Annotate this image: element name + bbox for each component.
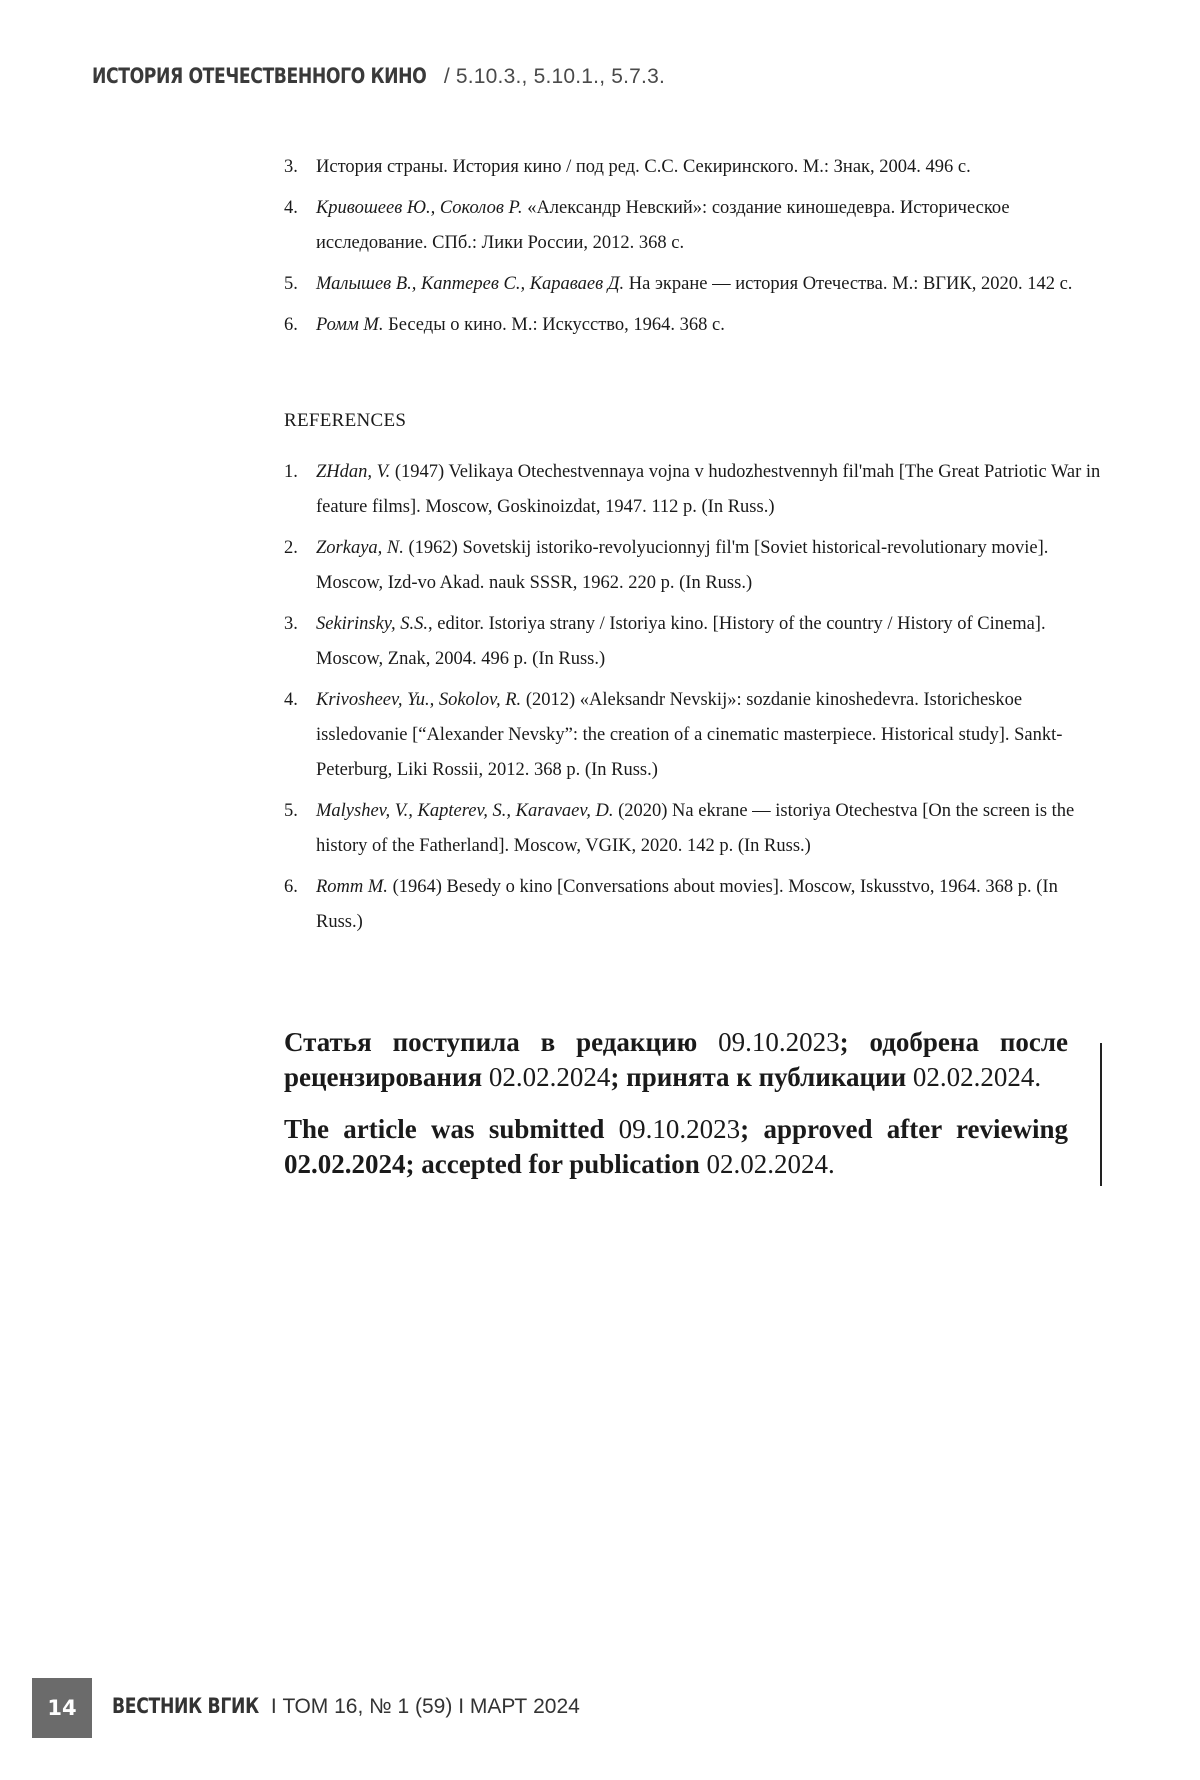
list-item: [284, 870, 1104, 940]
running-header: [92, 64, 665, 89]
ref-text: (2012) «Aleksandr Nevskij»: sozdanie kinoshedevra. Istoricheskoe issledovanie [“Alexander Nevsky”: the creation of a cinematic masterpiece. Historical study]. Sankt-Peterburg, Liki Rossii, 2012. 368 p. (In Russ.): [316, 690, 1062, 780]
section-title: ИСТОРИЯ ОТЕЧЕСТВЕННОГО КИНО: [92, 64, 426, 88]
ref-number: 5.: [284, 794, 298, 829]
ref-author: Romm M.: [316, 877, 388, 897]
approved-label: approved after reviewing: [763, 1114, 1068, 1144]
list-item: [284, 794, 1104, 864]
ref-number: 3.: [284, 150, 298, 185]
received-date: 09.10.2023: [619, 1114, 741, 1144]
list-item: [284, 683, 1104, 788]
ref-text: (2020) Na ekrane — istoriya Otechestva [On the screen is the history of the Fatherland]. Moscow, VGIK, 2020. 142 p. (In Russ.): [316, 801, 1074, 856]
approved-label: одобрена после рецензирования: [284, 1027, 1068, 1092]
vertical-rule: [1100, 1043, 1102, 1186]
ref-text: (1964) Besedy o kino [Conversations about movies]. Moscow, Iskusstvo, 1964. 368 p. (In Russ.): [316, 877, 1058, 932]
accepted-label: accepted for publication: [421, 1149, 700, 1179]
accepted-date: 02.02.2024.: [707, 1149, 835, 1179]
dates-english: The article was submitted 09.10.2023; approved after reviewing 02.02.2024; accepted for publication 02.02.2024.: [284, 1112, 1068, 1182]
received-label: Статья поступила в редакцию: [284, 1027, 697, 1057]
ref-text: (1947) Velikaya Otechestvennaya vojna v hudozhestvennyh fil'mah [The Great Patriotic War in feature films]. Moscow, Goskinoizdat, 1947. 112 p. (In Russ.): [316, 462, 1100, 517]
ref-number: 6.: [284, 308, 298, 343]
journal-title: ВЕСТНИК ВГИК: [112, 1694, 259, 1718]
ref-author: Krivosheev, Yu., Sokolov, R.: [316, 690, 521, 710]
ref-author: ZHdan, V.: [316, 462, 390, 482]
ref-author: Zorkaya, N.: [316, 538, 404, 558]
list-item: [284, 191, 1104, 261]
list-item: [284, 308, 1104, 343]
page-number: 14: [47, 1696, 76, 1720]
article-dates: [284, 1025, 1068, 1199]
ref-number: 1.: [284, 455, 298, 490]
ref-text: (1962) Sovetskij istoriko-revolyucionnyj fil'm [Soviet historical-revolutionary movie]. Moscow, Izd-vo Akad. nauk SSSR, 1962. 220 p. (In Russ.): [316, 538, 1048, 593]
ref-number: 6.: [284, 870, 298, 905]
ref-text: История страны. История кино / под ред. С.С. Секиринского. М.: Знак, 2004. 496 с.: [316, 157, 971, 177]
ref-text: На экране — история Отечества. М.: ВГИК, 2020. 142 с.: [624, 274, 1072, 294]
ref-author: Малышев В., Каптерев С., Караваев Д.: [316, 274, 624, 294]
ref-author: Кривошеев Ю., Соколов Р.: [316, 198, 523, 218]
references-heading: REFERENCES: [284, 410, 406, 432]
ref-number: 3.: [284, 607, 298, 642]
ref-text: , editor. Istoriya strany / Istoriya kino. [History of the country / History of Cinema]. Moscow, Znak, 2004. 496 p. (In Russ.): [316, 614, 1046, 669]
received-label: The article was submitted: [284, 1114, 604, 1144]
ref-text: «Александр Невский»: создание киношедевра. Историческое исследование. СПб.: Лики России, 2012. 368 с.: [316, 198, 1010, 253]
russian-references-list: [284, 150, 1104, 349]
ref-number: 5.: [284, 267, 298, 302]
section-codes: / 5.10.3., 5.10.1., 5.7.3.: [444, 65, 665, 88]
ref-author: Sekirinsky, S.S.: [316, 614, 428, 634]
list-item: [284, 267, 1104, 302]
ref-text: Беседы о кино. М.: Искусство, 1964. 368 с.: [383, 315, 724, 335]
ref-number: 4.: [284, 683, 298, 718]
accepted-label: принята к публикации: [626, 1062, 906, 1092]
issue-info: I ТОМ 16, № 1 (59) I МАРТ 2024: [271, 1695, 580, 1718]
received-date: 09.10.2023: [718, 1027, 840, 1057]
list-item: [284, 607, 1104, 677]
dates-russian: Статья поступила в редакцию 09.10.2023; одобрена после рецензирования 02.02.2024; принята к публикации 02.02.2024.: [284, 1025, 1068, 1095]
approved-date: 02.02.2024: [489, 1062, 611, 1092]
list-item: [284, 150, 1104, 185]
running-footer: [112, 1694, 580, 1719]
ref-number: 4.: [284, 191, 298, 226]
page-number-badge: [32, 1678, 92, 1738]
ref-author: Malyshev, V., Kapterev, S., Karavaev, D.: [316, 801, 613, 821]
list-item: [284, 455, 1104, 525]
ref-number: 2.: [284, 531, 298, 566]
ref-author: Ромм М.: [316, 315, 383, 335]
list-item: [284, 531, 1104, 601]
approved-date: 02.02.2024: [284, 1149, 406, 1179]
accepted-date: 02.02.2024.: [913, 1062, 1041, 1092]
english-references-list: [284, 455, 1104, 946]
